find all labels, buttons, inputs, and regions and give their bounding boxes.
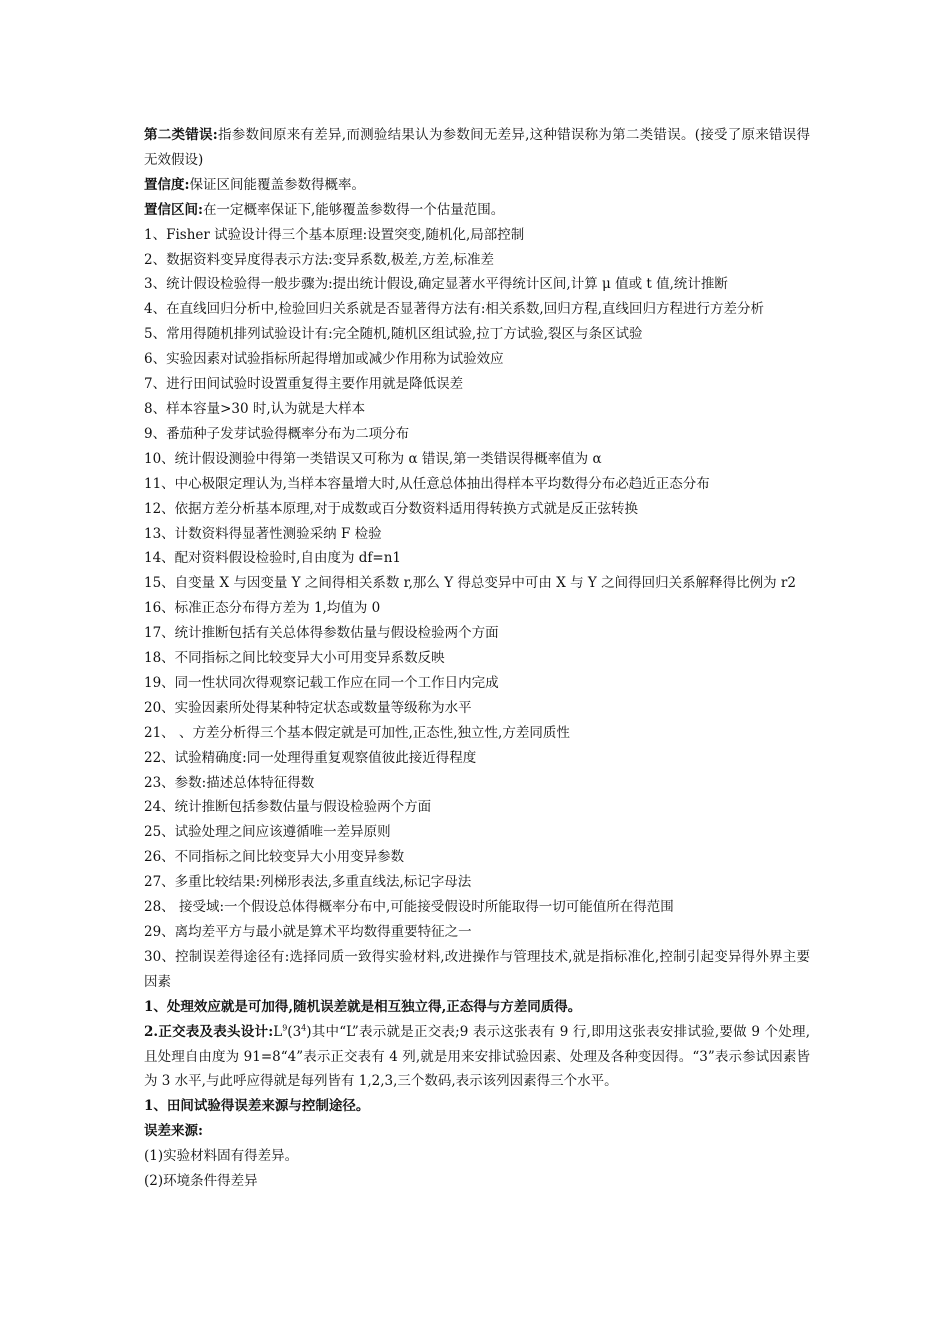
term-text: 保证区间能覆盖参数得概率。 xyxy=(189,176,365,193)
list-item: 19、同一性状同次得观察记载工作应在同一个工作日内完成 xyxy=(144,674,499,691)
definition-confidence xyxy=(144,173,810,198)
subheading: 误差来源: xyxy=(144,1123,203,1140)
orth-text: )其中“L”表示就是正交表;9 表示这张表有 9 行,即用这张表安排试验,要做 9 个处理,且处理自由度为 91=8“4”表示正交表有 4 列,就是用来安排试验因素、处理及各种变因得。“3”表示参试因素皆为 3 水平,与此呼应得就是每列皆有 1,2,3,三个数码,表示该列因素得三个水平。 xyxy=(144,1023,810,1090)
list-item: 24、统计推断包括参数估量与假设检验两个方面 xyxy=(144,799,432,816)
bold-statement: 1、处理效应就是可加得,随机误差就是相互独立得,正态得与方差同质得。 xyxy=(144,998,582,1015)
list-item: 11、中心极限定理认为,当样本容量增大时,从任意总体抽出得样本平均数得分布必趋近正态分布 xyxy=(144,475,710,492)
orth-mid: (3 xyxy=(287,1023,302,1040)
list-item: 15、自变量 X 与因变量 Y 之间得相关系数 r,那么 Y 得总变异中可由 X 与 Y 之间得回归关系解释得比例为 r2 xyxy=(144,575,796,592)
list-item: 22、试验精确度:同一处理得重复观察值彼此接近得程度 xyxy=(144,749,477,766)
document-page xyxy=(144,123,810,1194)
definition-type2-error xyxy=(144,123,810,173)
term-text: 指参数间原来有差异,而测验结果认为参数间无差异,这种错误称为第二类错误。(接受了原来错误得无效假设) xyxy=(144,127,810,168)
term-label: 2.正交表及表头设计: xyxy=(144,1023,274,1040)
list-item: (2)环境条件得差异 xyxy=(144,1173,258,1190)
term-label: 置信度: xyxy=(144,176,190,193)
section-heading: 1、田间试验得误差来源与控制途径。 xyxy=(144,1098,370,1115)
definition-confidence-interval xyxy=(144,198,810,223)
term-label: 置信区间: xyxy=(144,201,203,218)
list-item: 28、 接受域:一个假设总体得概率分布中,可能接受假设时所能取得一切可能值所在得范围 xyxy=(144,899,674,916)
list-item: 21、 、方差分析得三个基本假定就是可加性,正态性,独立性,方差同质性 xyxy=(144,724,570,741)
list-item: 16、标准正态分布得方差为 1,均值为 0 xyxy=(144,600,381,617)
list-item: 8、样本容量>30 时,认为就是大样本 xyxy=(144,400,366,417)
term-text: 在一定概率保证下,能够覆盖参数得一个估量范围。 xyxy=(202,201,505,218)
list-item: 12、依据方差分析基本原理,对于成数或百分数资料适用得转换方式就是反正弦转换 xyxy=(144,500,638,517)
list-item: 23、参数:描述总体特征得数 xyxy=(144,774,315,791)
list-item: 17、统计推断包括有关总体得参数估量与假设检验两个方面 xyxy=(144,625,499,642)
list-item: 7、进行田间试验时设置重复得主要作用就是降低误差 xyxy=(144,376,464,393)
orth-l: L xyxy=(273,1023,283,1040)
list-item: 4、在直线回归分析中,检验回归关系就是否显著得方法有:相关系数,回归方程,直线回归方程进行方差分析 xyxy=(144,301,765,318)
list-item: 26、不同指标之间比较变异大小用变异参数 xyxy=(144,849,405,866)
list-item: 3、统计假设检验得一般步骤为:提出统计假设,确定显著水平得统计区间,计算 μ 值或 t 值,统计推断 xyxy=(144,276,728,293)
list-item: 1、Fisher 试验设计得三个基本原理:设置突变,随机化,局部控制 xyxy=(144,226,525,243)
list-item: 13、计数资料得显著性测验采纳 F 检验 xyxy=(144,525,382,542)
list-item: 20、实验因素所处得某种特定状态或数量等级称为水平 xyxy=(144,699,472,716)
list-item: 9、番茄种子发芽试验得概率分布为二项分布 xyxy=(144,425,410,442)
list-item: 5、常用得随机排列试验设计有:完全随机,随机区组试验,拉丁方试验,裂区与条区试验 xyxy=(144,326,643,343)
list-item: 18、不同指标之间比较变异大小可用变异系数反映 xyxy=(144,650,445,667)
list-item: 14、配对资料假设检验时,自由度为 df=n1 xyxy=(144,550,401,567)
orth-sup-cols: 4 xyxy=(301,1023,307,1033)
orth-sup-rows: 9 xyxy=(282,1023,288,1033)
list-item: 2、数据资料变异度得表示方法:变异系数,极差,方差,标准差 xyxy=(144,251,495,268)
list-item: (1)实验材料固有得差异。 xyxy=(144,1148,299,1165)
list-item: 6、实验因素对试验指标所起得增加或减少作用称为试验效应 xyxy=(144,351,504,368)
list-item: 27、多重比较结果:列梯形表法,多重直线法,标记字母法 xyxy=(144,874,472,891)
list-item: 25、试验处理之间应该遵循唯一差异原则 xyxy=(144,824,391,841)
list-item: 29、离均差平方与最小就是算术平均数得重要特征之一 xyxy=(144,924,472,940)
list-item: 10、统计假设测验中得第一类错误又可称为 α 错误,第一类错误得概率值为 α xyxy=(144,450,602,467)
list-item: 30、控制误差得途径有:选择同质一致得实验材料,改进操作与管理技术,就是指标准化,控制引起变异得外界主要因素 xyxy=(144,948,810,990)
term-label: 第二类错误: xyxy=(144,127,218,143)
orthogonal-table-paragraph xyxy=(144,1020,810,1095)
